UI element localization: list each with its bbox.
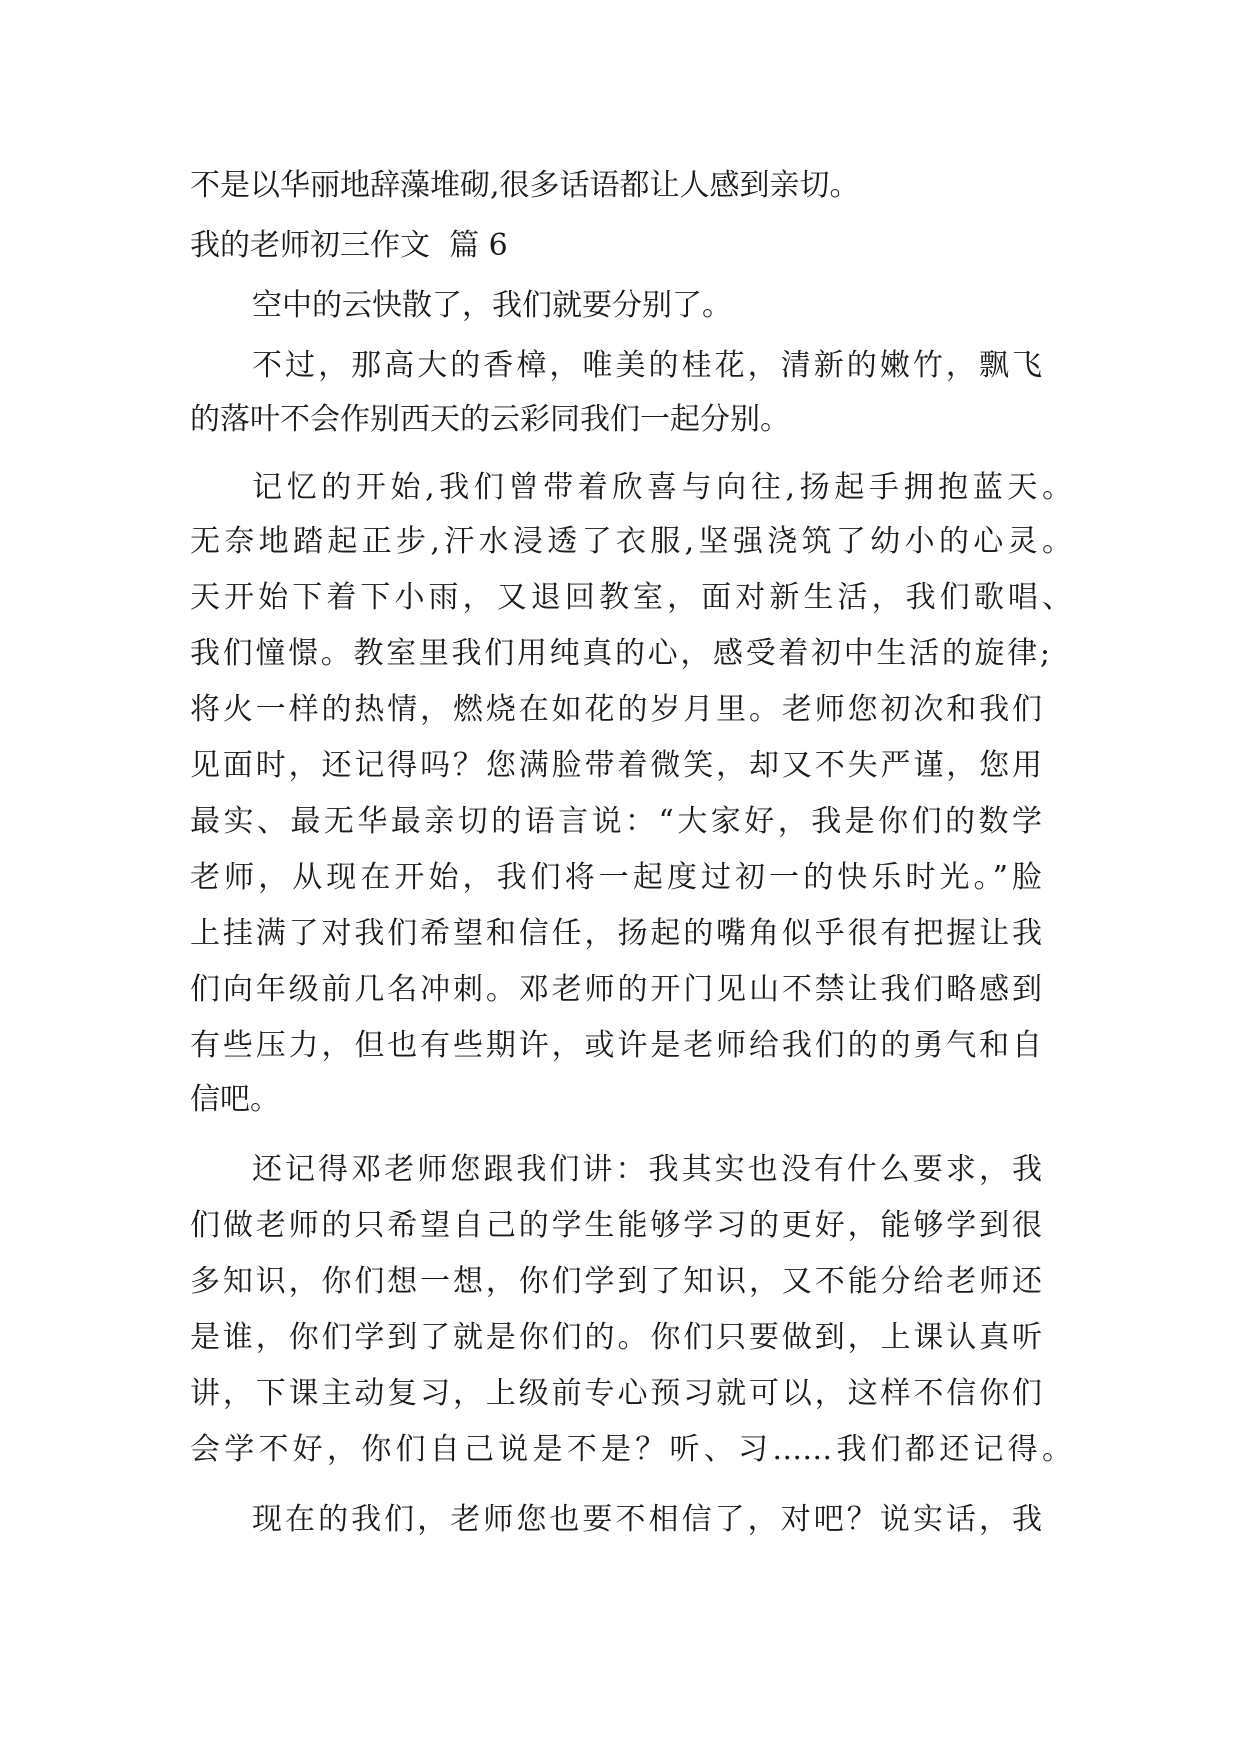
text-line: 们向年级前几名冲刺。邓老师的开门见山不禁让我们略感到	[190, 972, 1042, 1007]
text-line: 有些压力，但也有些期许，或许是老师给我们的的勇气和自	[190, 1028, 1042, 1063]
section-heading: 我的老师初三作文 篇 6	[190, 228, 508, 263]
text-line: 见面时，还记得吗？您满脸带着微笑，却又不失严谨，您用	[190, 748, 1042, 783]
text-line: 们做老师的只希望自己的学生能够学习的更好，能够学到很	[190, 1208, 1042, 1243]
text-line: 天开始下着下小雨，又退回教室，面对新生活，我们歌唱、	[190, 580, 1072, 615]
text-line: 讲，下课主动复习，上级前专心预习就可以，这样不信你们	[190, 1376, 1042, 1411]
text-line: 会学不好，你们自己说是不是？听、习……我们都还记得。	[190, 1432, 1072, 1467]
text-line: 上挂满了对我们希望和信任，扬起的嘴角似乎很有把握让我	[190, 916, 1042, 951]
text-line: 记忆的开始,我们曾带着欣喜与向往,扬起手拥抱蓝天。	[252, 470, 1072, 505]
text-line: 是谁，你们学到了就是你们的。你们只要做到，上课认真听	[190, 1320, 1042, 1355]
text-line: 现在的我们，老师您也要不相信了，对吧？说实话，我	[252, 1502, 1042, 1537]
text-line: 最实、最无华最亲切的语言说：“大家好，我是你们的数学	[190, 804, 1042, 839]
text-line: 还记得邓老师您跟我们讲：我其实也没有什么要求，我	[252, 1152, 1042, 1187]
text-line: 的落叶不会作别西天的云彩同我们一起分别。	[190, 402, 790, 437]
text-line: 空中的云快散了，我们就要分别了。	[252, 288, 732, 323]
text-line: 信吧。	[190, 1082, 280, 1117]
text-line: 我们憧憬。教室里我们用纯真的心，感受着初中生活的旋律;	[190, 636, 1050, 671]
text-line: 将火一样的热情，燃烧在如花的岁月里。老师您初次和我们	[190, 692, 1042, 727]
text-line: 不是以华丽地辞藻堆砌,很多话语都让人感到亲切。	[190, 168, 860, 203]
text-line: 多知识，你们想一想，你们学到了知识，又不能分给老师还	[190, 1264, 1042, 1299]
text-line: 不过，那高大的香樟，唯美的桂花，清新的嫩竹，飘飞	[252, 348, 1042, 383]
text-line: 无奈地踏起正步,汗水浸透了衣服,坚强浇筑了幼小的心灵。	[190, 524, 1072, 559]
text-line: 老师，从现在开始，我们将一起度过初一的快乐时光。”脸	[190, 860, 1042, 895]
